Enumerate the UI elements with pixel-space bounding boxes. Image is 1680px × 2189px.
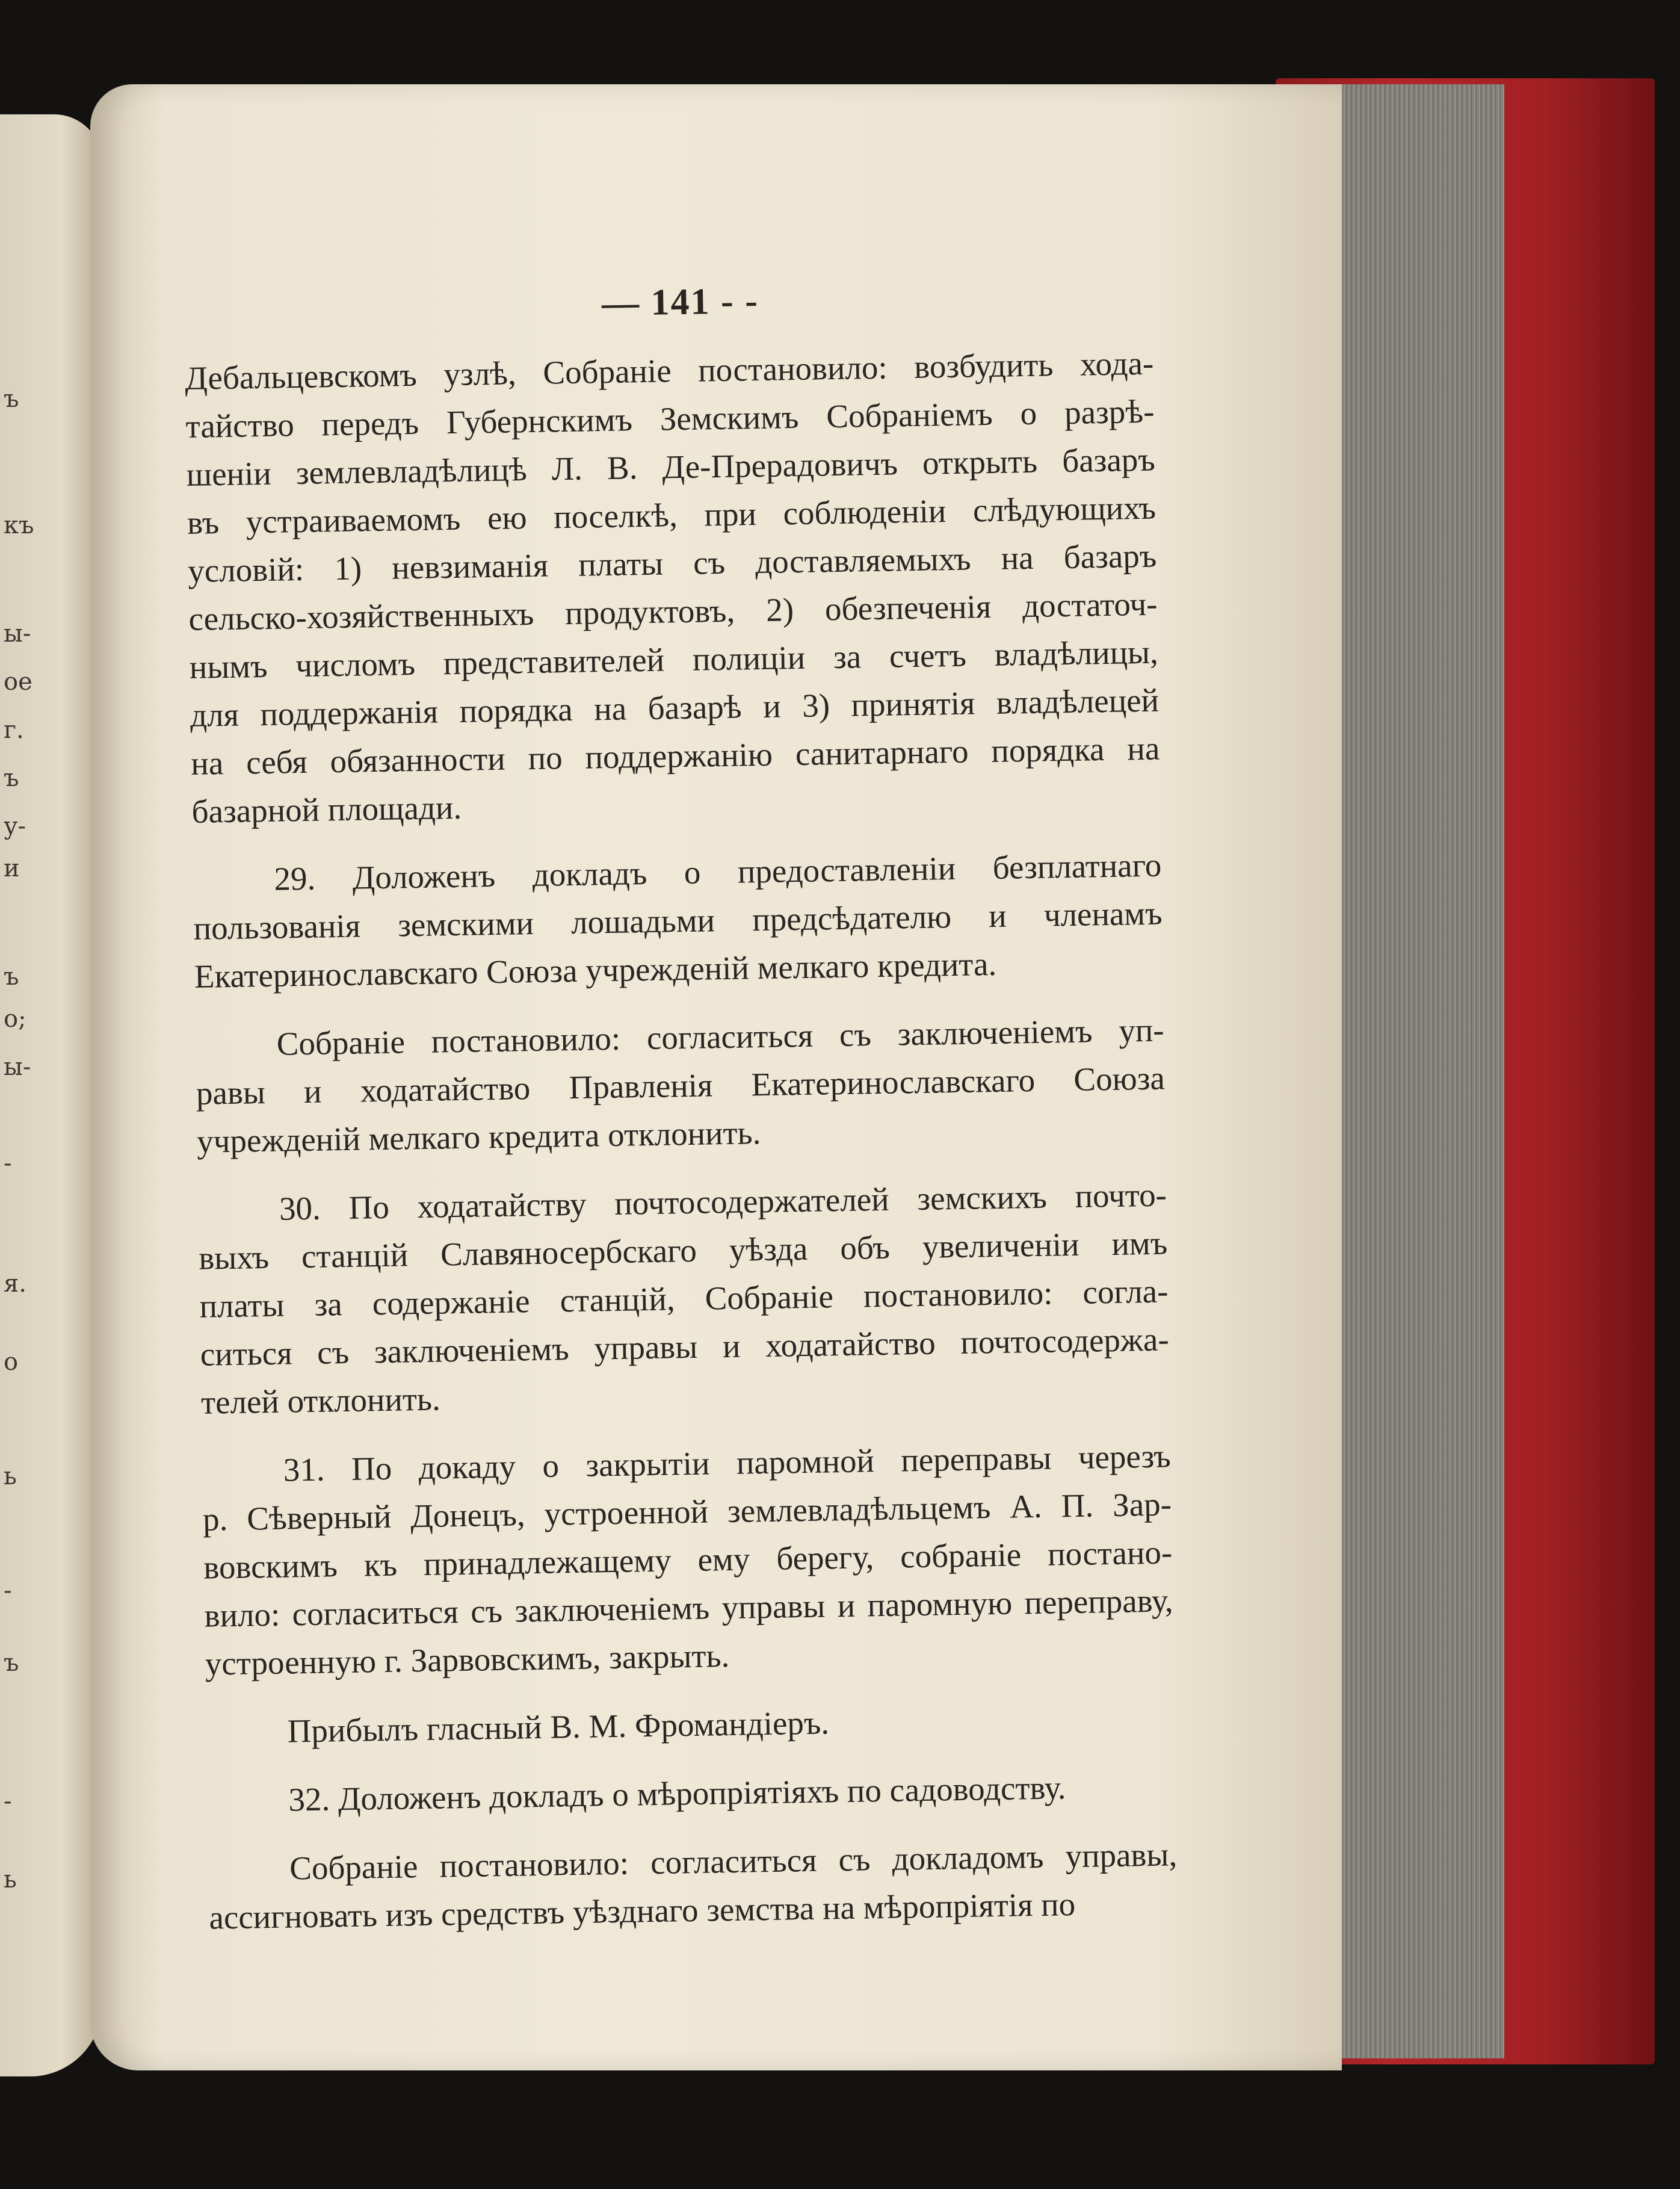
text-line: устроенную г. Зарвовскимъ, закрыть.	[205, 1637, 730, 1682]
text-line: ассигновать изъ средствъ уѣзднаго земства на мѣропріятія по	[209, 1886, 1076, 1936]
paragraph	[208, 1830, 1178, 1942]
left-page	[0, 114, 102, 2076]
left-page-fragment: у-	[4, 813, 26, 840]
left-page-fragment: къ	[4, 512, 34, 539]
text-line: вовскимъ къ принадлежащему ему берегу, собраніе постано-	[203, 1534, 1173, 1586]
text-line: учрежденій мелкаго кредита отклонить.	[196, 1114, 761, 1160]
left-page-fragment: о	[4, 1348, 19, 1376]
text-line: Собраніе постановило: согласиться съ заключеніемъ уп-	[276, 1011, 1165, 1062]
text-line: равы и ходатайство Правленія Екатеринославскаго Союза	[196, 1059, 1166, 1112]
page-edges	[1324, 84, 1504, 2058]
left-page-fragment: о;	[4, 1005, 26, 1033]
text-line: р. Сѣверный Донецъ, устроенной землевладѣльцемъ А. П. Зар-	[202, 1485, 1172, 1538]
text-line: для поддержанія порядка на базарѣ и 3) принятія владѣлецей	[190, 681, 1160, 734]
left-page-fragment: ы-	[4, 1053, 31, 1081]
text-line: шеніи землевладѣлицѣ Л. В. Де-Прерадовичъ открыть базаръ	[186, 441, 1156, 493]
text-line: въ устраиваемомъ ею поселкѣ, при соблюденіи слѣдующихъ	[187, 489, 1157, 541]
paragraph	[193, 841, 1164, 1001]
left-page-fragment: -	[4, 1577, 12, 1605]
text-line: платы за содержаніе станцій, Собраніе постановило: согла-	[199, 1272, 1169, 1325]
page-text	[184, 274, 1178, 1963]
left-page-fragment: ъ	[4, 764, 19, 792]
text-line: выхъ станцій Славяносербскаго уѣзда объ увеличеніи имъ	[198, 1224, 1168, 1277]
paragraph	[195, 1006, 1166, 1166]
left-page-fragment: ы-	[4, 620, 31, 648]
paragraph	[207, 1762, 1176, 1825]
text-line: нымъ числомъ представителей полиціи за счетъ владѣлицы,	[189, 633, 1159, 686]
text-line: 29. Доложенъ докладъ о предоставленіи безплатнаго	[273, 846, 1162, 897]
paragraph	[206, 1693, 1175, 1756]
text-line: телей отклонить.	[200, 1380, 441, 1421]
paragraph	[185, 339, 1161, 836]
left-page-fragment: ь	[4, 1463, 17, 1490]
text-line: базарной площади.	[191, 788, 462, 830]
left-page-fragment: ъ	[4, 385, 19, 413]
text-line: Прибылъ гласный В. М. Фромандіеръ.	[287, 1704, 830, 1750]
text-line: вило: согласиться съ заключеніемъ управы и паромную переправу,	[204, 1582, 1173, 1634]
paragraphs	[185, 339, 1178, 1942]
text-line: пользованія земскими лошадьми предсѣдателю и членамъ	[193, 894, 1163, 947]
text-line: тайство передъ Губернскимъ Земскимъ Собраніемъ о разрѣ-	[185, 392, 1155, 445]
paragraph	[197, 1171, 1170, 1427]
text-line: 31. По докаду о закрытіи паромной переправы черезъ	[283, 1437, 1172, 1488]
left-page-fragment: я.	[4, 1270, 26, 1298]
text-line: Дебальцевскомъ узлѣ, Собраніе постановило: возбудить хода-	[184, 344, 1154, 397]
text-line: Екатеринославскаго Союза учрежденій мелкаго кредита.	[194, 945, 997, 995]
left-page-fragment: ъ	[4, 1649, 19, 1677]
left-page-fragment: ъ	[4, 963, 19, 991]
left-page-fragment: -	[4, 1788, 12, 1815]
left-page-fragment: г.	[4, 716, 24, 744]
left-page-fragment: ь	[4, 1866, 17, 1893]
page-number: — 141 - -	[601, 280, 759, 324]
text-line: Собраніе постановило: согласиться съ докладомъ управы,	[289, 1836, 1178, 1887]
left-page-fragment: и	[4, 855, 20, 882]
text-line: сельско-хозяйственныхъ продуктовъ, 2) обезпеченія достаточ-	[188, 585, 1158, 637]
paragraph	[202, 1432, 1174, 1688]
text-line: на себя обязанности по поддержанію санитарнаго порядка на	[190, 729, 1160, 782]
text-line: условій: 1) невзиманія платы съ доставляемыхъ на базаръ	[187, 537, 1157, 589]
left-page-fragment: -	[4, 1150, 12, 1177]
text-line: 30. По ходатайству почтосодержателей земскихъ почто-	[279, 1176, 1167, 1227]
text-line: ситься съ заключеніемъ управы и ходатайство почтосодержа-	[200, 1321, 1170, 1373]
text-line: 32. Доложенъ докладъ о мѣропріятіяхъ по садоводству.	[288, 1769, 1066, 1818]
left-page-fragment: ое	[4, 668, 32, 696]
